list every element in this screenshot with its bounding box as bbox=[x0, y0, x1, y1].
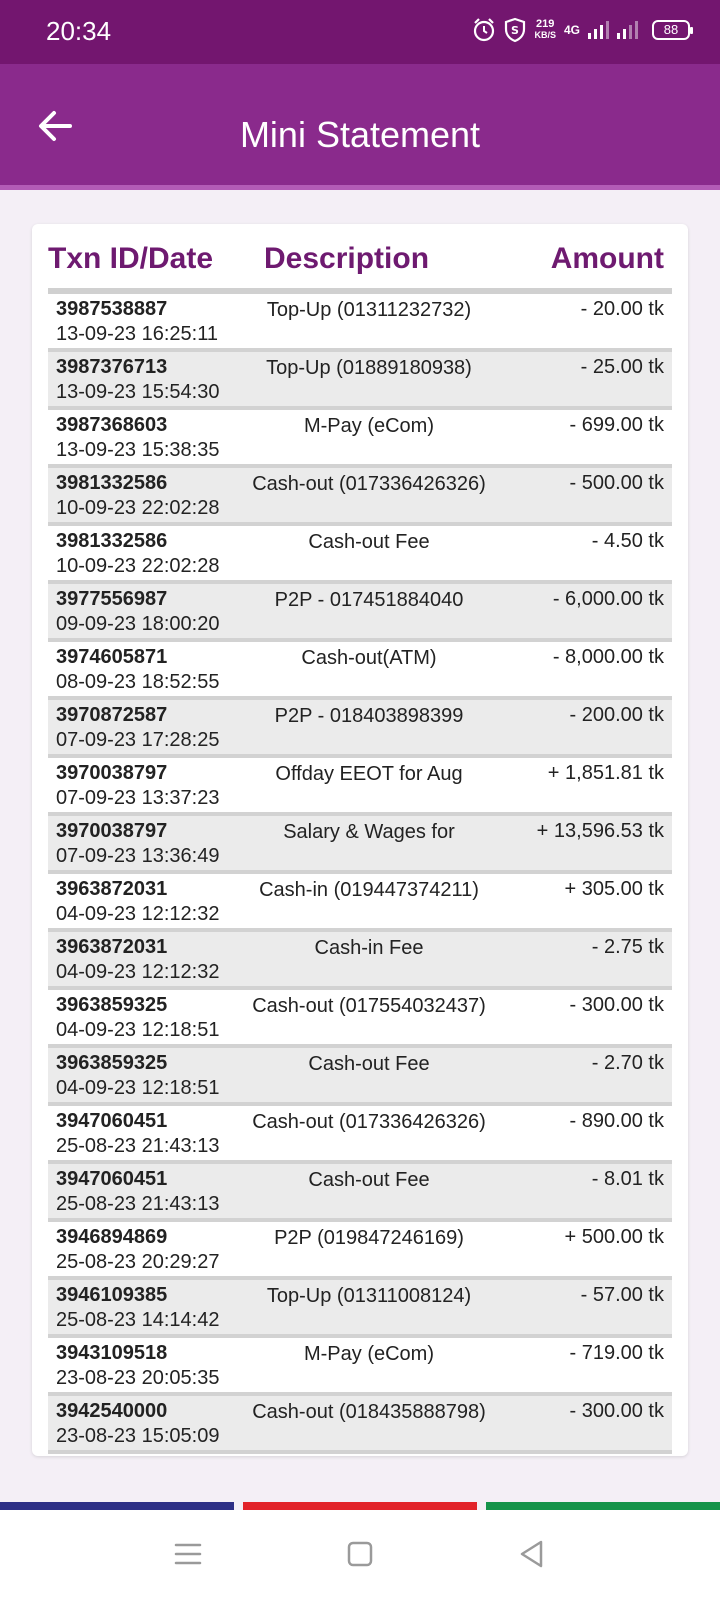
table-row bbox=[48, 410, 672, 468]
txn-id: 3970038797 bbox=[56, 762, 168, 784]
txn-amount: - 300.00 tk bbox=[569, 1400, 664, 1422]
brand-stripe-green bbox=[486, 1502, 720, 1510]
status-time: 20:34 bbox=[46, 16, 112, 46]
table-row bbox=[48, 700, 672, 758]
txn-date: 08-09-23 18:52:55 bbox=[56, 671, 220, 693]
txn-description: Cash-out Fee bbox=[308, 531, 430, 553]
txn-id: 3946894869 bbox=[56, 1226, 168, 1248]
shield-icon bbox=[504, 17, 526, 43]
txn-date: 10-09-23 22:02:28 bbox=[56, 555, 220, 577]
txn-amount: + 305.00 tk bbox=[564, 878, 664, 900]
alarm-icon bbox=[472, 17, 496, 43]
txn-description: M-Pay (eCom) bbox=[303, 415, 434, 437]
txn-date: 13-09-23 16:25:11 bbox=[56, 323, 218, 345]
table-row bbox=[48, 758, 672, 816]
txn-id: 3947060451 bbox=[56, 1110, 168, 1132]
txn-id: 3981332586 bbox=[56, 472, 168, 494]
table-header bbox=[48, 242, 672, 286]
menu-icon bbox=[166, 1532, 210, 1576]
txn-description: Top-Up (01311008124) bbox=[266, 1285, 472, 1307]
txn-id: 3974605871 bbox=[56, 646, 168, 668]
txn-description: Cash-out (018435888798) bbox=[252, 1401, 486, 1423]
table-row bbox=[48, 1106, 672, 1164]
txn-description: Cash-in (019447374211) bbox=[259, 879, 479, 901]
txn-date: 04-09-23 12:18:51 bbox=[56, 1077, 220, 1099]
statement-card bbox=[32, 224, 688, 1456]
transaction-list bbox=[48, 294, 672, 1454]
txn-date: 25-08-23 20:29:27 bbox=[56, 1251, 220, 1273]
table-row bbox=[48, 1222, 672, 1280]
txn-amount: + 500.00 tk bbox=[564, 1226, 664, 1248]
txn-id: 3970038797 bbox=[56, 820, 168, 842]
txn-date: 07-09-23 13:37:23 bbox=[56, 787, 220, 809]
table-row bbox=[48, 468, 672, 526]
table-row bbox=[48, 932, 672, 990]
network-speed bbox=[534, 19, 556, 41]
home-button[interactable] bbox=[338, 1532, 382, 1576]
recent-apps-button[interactable] bbox=[166, 1532, 210, 1576]
txn-amount: - 890.00 tk bbox=[569, 1110, 664, 1132]
speed-unit: KB/S bbox=[534, 30, 556, 40]
txn-amount: - 699.00 tk bbox=[569, 414, 664, 436]
txn-id: 3981332586 bbox=[56, 530, 168, 552]
table-row bbox=[48, 874, 672, 932]
txn-date: 25-08-23 21:43:13 bbox=[56, 1193, 220, 1215]
table-row bbox=[48, 1164, 672, 1222]
table-row bbox=[48, 526, 672, 584]
txn-amount: + 13,596.53 tk bbox=[536, 820, 664, 842]
txn-description: Top-Up (01311232732) bbox=[266, 299, 472, 321]
txn-amount: - 8.01 tk bbox=[591, 1168, 664, 1190]
txn-id: 3987376713 bbox=[56, 356, 168, 378]
txn-id: 3943109518 bbox=[56, 1342, 168, 1364]
txn-date: 04-09-23 12:12:32 bbox=[56, 903, 220, 925]
txn-amount: - 300.00 tk bbox=[569, 994, 664, 1016]
txn-amount: - 4.50 tk bbox=[591, 530, 664, 552]
txn-date: 07-09-23 13:36:49 bbox=[56, 845, 220, 867]
txn-description: P2P - 017451884040 bbox=[274, 589, 464, 611]
txn-amount: + 1,851.81 tk bbox=[547, 762, 664, 784]
txn-id: 3970872587 bbox=[56, 704, 168, 726]
txn-date: 09-09-23 18:00:20 bbox=[56, 613, 220, 635]
txn-description: Cash-out(ATM) bbox=[301, 647, 437, 669]
system-nav-bar bbox=[0, 1510, 720, 1600]
txn-id: 3946109385 bbox=[56, 1284, 168, 1306]
txn-id: 3947060451 bbox=[56, 1168, 168, 1190]
svg-text:S: S bbox=[511, 24, 520, 37]
txn-date: 25-08-23 14:14:42 bbox=[56, 1309, 220, 1331]
txn-description: Offday EEOT for Aug bbox=[275, 763, 463, 785]
txn-description: M-Pay (eCom) bbox=[303, 1343, 434, 1365]
table-row bbox=[48, 352, 672, 410]
column-header-description: Description bbox=[264, 242, 430, 275]
table-row bbox=[48, 1396, 672, 1454]
txn-id: 3963872031 bbox=[56, 878, 168, 900]
txn-id: 3942540000 bbox=[56, 1400, 168, 1422]
txn-description: Salary & Wages for bbox=[283, 821, 455, 843]
signal-icon bbox=[588, 19, 640, 41]
brand-stripe-blue bbox=[0, 1502, 234, 1510]
battery-icon bbox=[652, 20, 690, 40]
txn-description: Cash-out Fee bbox=[308, 1053, 430, 1075]
txn-id: 3963872031 bbox=[56, 936, 168, 958]
txn-date: 04-09-23 12:12:32 bbox=[56, 961, 220, 983]
txn-description: Cash-out (017336426326) bbox=[252, 473, 486, 495]
table-row bbox=[48, 1280, 672, 1338]
txn-amount: - 25.00 tk bbox=[580, 356, 664, 378]
txn-amount: - 2.70 tk bbox=[591, 1052, 664, 1074]
column-header-txn-id: Txn ID/Date bbox=[48, 242, 214, 275]
app-bar bbox=[0, 64, 720, 190]
txn-date: 10-09-23 22:02:28 bbox=[56, 497, 220, 519]
txn-amount: - 57.00 tk bbox=[580, 1284, 664, 1306]
page-title: Mini Statement bbox=[239, 114, 481, 155]
txn-id: 3977556987 bbox=[56, 588, 168, 610]
txn-description: Cash-out (017336426326) bbox=[252, 1111, 486, 1133]
table-row bbox=[48, 1338, 672, 1396]
column-header-amount: Amount bbox=[550, 242, 664, 275]
txn-description: Cash-out (017554032437) bbox=[252, 995, 486, 1017]
table-row bbox=[48, 1048, 672, 1106]
txn-id: 3987368603 bbox=[56, 414, 168, 436]
status-icons bbox=[472, 17, 690, 43]
table-row bbox=[48, 584, 672, 642]
txn-amount: - 20.00 tk bbox=[580, 298, 664, 320]
txn-date: 04-09-23 12:18:51 bbox=[56, 1019, 220, 1041]
txn-date: 23-08-23 20:05:35 bbox=[56, 1367, 220, 1389]
txn-amount: - 500.00 tk bbox=[569, 472, 664, 494]
home-icon bbox=[338, 1532, 382, 1576]
txn-date: 13-09-23 15:54:30 bbox=[56, 381, 220, 403]
txn-amount: - 8,000.00 tk bbox=[552, 646, 664, 668]
txn-date: 23-08-23 15:05:09 bbox=[56, 1425, 220, 1447]
txn-amount: - 719.00 tk bbox=[569, 1342, 664, 1364]
system-back-button[interactable] bbox=[510, 1532, 554, 1576]
txn-description: P2P (019847246169) bbox=[274, 1227, 464, 1249]
battery-level: 88 bbox=[663, 22, 679, 37]
txn-amount: - 200.00 tk bbox=[569, 704, 664, 726]
txn-date: 25-08-23 21:43:13 bbox=[56, 1135, 220, 1157]
txn-description: Top-Up (01889180938) bbox=[266, 357, 472, 379]
speed-value: 219 bbox=[536, 18, 555, 30]
txn-amount: - 2.75 tk bbox=[591, 936, 664, 958]
txn-id: 3963859325 bbox=[56, 1052, 168, 1074]
table-row bbox=[48, 816, 672, 874]
network-type: 4G bbox=[563, 23, 580, 37]
table-row bbox=[48, 642, 672, 700]
back-triangle-icon bbox=[510, 1532, 554, 1576]
txn-id: 3963859325 bbox=[56, 994, 168, 1016]
txn-id: 3987538887 bbox=[56, 298, 168, 320]
table-row bbox=[48, 990, 672, 1048]
brand-stripe-red bbox=[243, 1502, 477, 1510]
txn-description: P2P - 018403898399 bbox=[274, 705, 464, 727]
txn-amount: - 6,000.00 tk bbox=[552, 588, 664, 610]
table-row bbox=[48, 294, 672, 352]
txn-description: Cash-out Fee bbox=[308, 1169, 430, 1191]
txn-date: 07-09-23 17:28:25 bbox=[56, 729, 220, 751]
status-bar bbox=[0, 0, 720, 64]
txn-date: 13-09-23 15:38:35 bbox=[56, 439, 220, 461]
txn-description: Cash-in Fee bbox=[314, 937, 424, 959]
